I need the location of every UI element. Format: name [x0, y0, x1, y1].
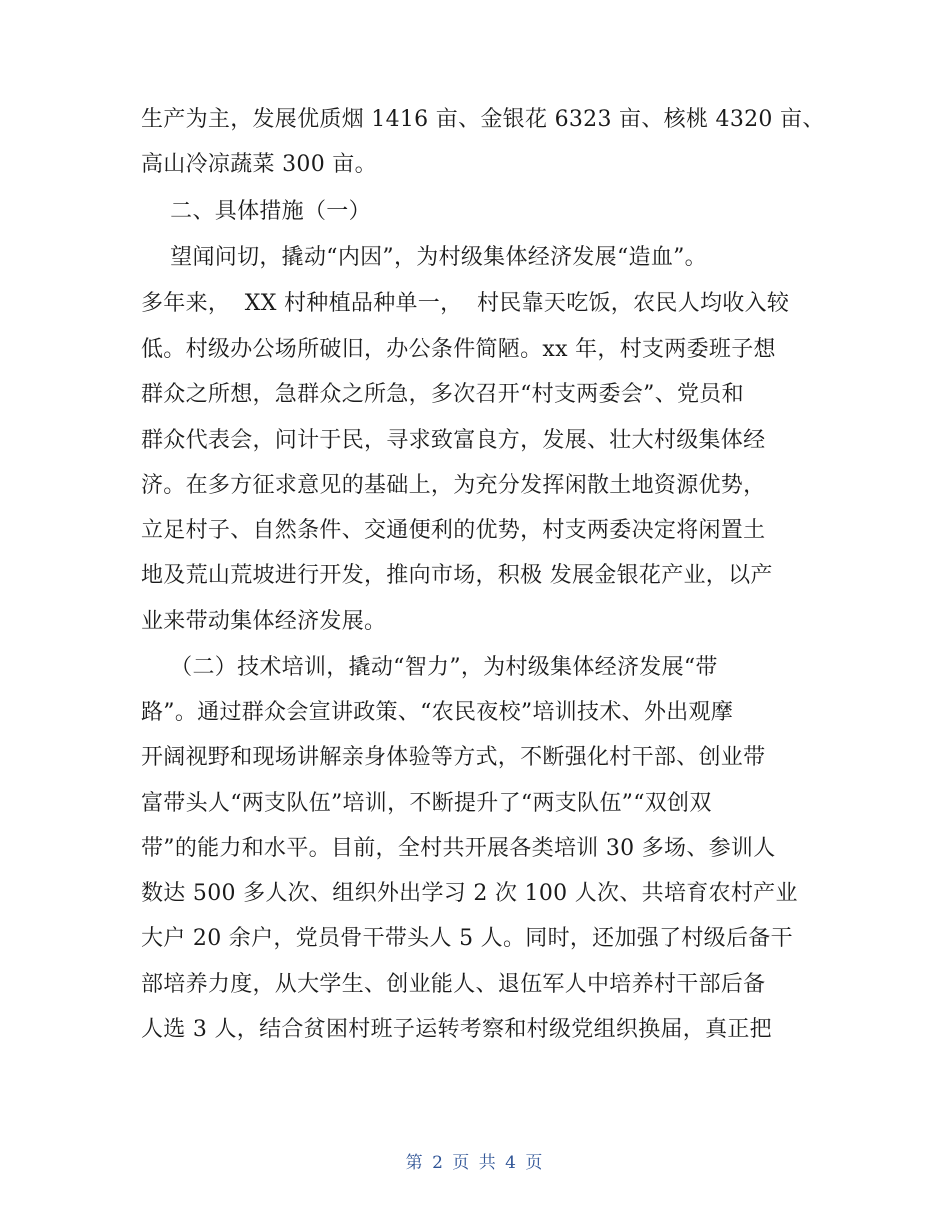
text-line: （二）技术培训，撬动“智力”，为村级集体经济发展“带: [141, 655, 718, 680]
text-line: 开阔视野和现场讲解亲身体验等方式，不断强化村干部、创业带: [141, 745, 766, 770]
text-line: 路”。通过群众会宣讲政策、“农民夜校”培训技术、外出观摩: [141, 700, 734, 725]
text-line: 富带头人“两支队伍”培训，不断提升了“两支队伍”“双创双: [141, 791, 712, 816]
text-line: 业来带动集体经济发展。: [141, 609, 387, 634]
text-line: 高山冷凉蔬菜 300 亩。: [141, 152, 377, 177]
text-line: 群众之所想，急群众之所急，多次召开“村支两委会”、党员和: [141, 382, 744, 407]
text-line: 群众代表会，问计于民，寻求致富良方，发展、壮大村级集体经: [141, 428, 766, 453]
text-line: 地及荒山荒坡进行开发，推向市场，积极 发展金银花产业，以产: [141, 563, 773, 588]
text-line: 人选 3 人，结合贫困村班子运转考察和村级党组织换届，真正把: [141, 1017, 772, 1042]
text-line: 低。村级办公场所破旧，办公条件简陋。xx 年，村支两委班子想: [141, 337, 776, 362]
text-line: 多年来， XX 村种植品种单一， 村民靠天吃饭，农民人均收入较: [141, 291, 790, 316]
text-line: 立足村子、自然条件、交通便利的优势，村支两委决定将闲置土: [141, 518, 766, 543]
text-line: 部培养力度，从大学生、创业能人、退伍军人中培养村干部后备: [141, 972, 766, 997]
page-number-footer: 第 2 页 共 4 页: [405, 1153, 545, 1173]
text-line: 济。在多方征求意见的基础上，为充分发挥闲散土地资源优势，: [141, 473, 766, 498]
text-line: 大户 20 余户，党员骨干带头人 5 人。同时，还加强了村级后备干: [141, 926, 793, 951]
text-line: 带”的能力和水平。目前，全村共开展各类培训 30 多场、参训人: [141, 836, 776, 861]
text-line: 生产为主，发展优质烟 1416 亩、金银花 6323 亩、核桃 4320 亩、: [141, 107, 825, 132]
text-line: 望闻问切，撬动“内因”，为村级集体经济发展“造血”。: [141, 245, 707, 270]
section-heading: 二、具体措施（一）: [141, 199, 371, 224]
text-line: 数达 500 多人次、组织外出学习 2 次 100 人次、共培育农村产业: [141, 881, 798, 906]
